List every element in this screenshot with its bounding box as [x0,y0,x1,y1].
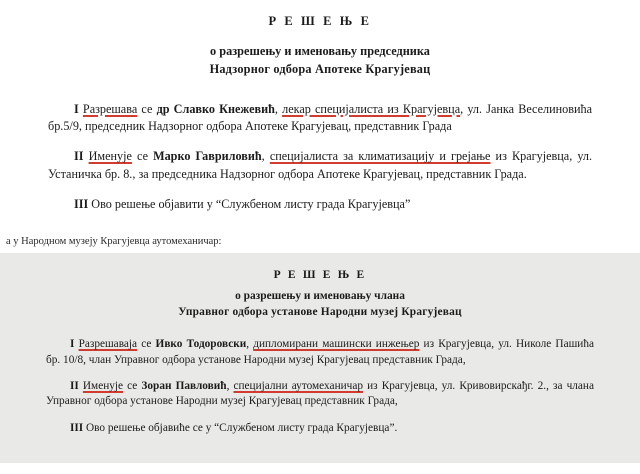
body-text: , [261,149,270,164]
paragraph [48,101,592,136]
paragraph [46,421,594,436]
body-text: се [137,338,156,351]
highlighted-text: Именује [88,149,132,164]
paragraph [46,379,594,410]
highlighted-text: Разрешаваја [78,338,138,351]
paragraph-numeral: III [74,196,92,211]
document2-subtitle-line2: Управног одбора установе Народни музеј Крагујевац [178,306,462,319]
body-text: , [226,379,234,392]
body-text: “Службеном листу града Крагујевца”. [214,421,398,434]
body-text: се [137,101,157,116]
paragraph [48,196,592,213]
body-text: се [123,379,142,392]
body-text: Ово решење објавити у [91,196,216,211]
person-name: др Славко Кнежевић [156,101,275,116]
body-text: Ово решење објавиће се у [86,421,215,434]
body-text: , ул. Јанка Веселиновића бр.5/9, председник Надзорног одбора Апотеке Крагујевац, представник Града [48,101,593,133]
paragraph-numeral: II [74,149,89,164]
document1-subtitle-line2: Надзорног одбора Апотеке Крагујевац [209,61,431,76]
body-text: из Крагујевца, ул. Николе Пашића бр. 10/8, члан Управног одбора установе Народни музеј Крагујевац представник Града, [46,338,594,366]
document2-subtitle-line1: о разрешењу и именовању члана [235,290,405,303]
document2-body [46,337,594,436]
person-name: Зоран Павловић [141,379,227,392]
document1-title: Р Е Ш Е Њ Е [268,14,372,28]
person-name: Марко Гавриловић [153,149,262,164]
body-text: из Крагујевца, ул. Устаничка бр. 8., за председника Надзорног одбора Апотеке Крагујевац, представник Града. [48,149,593,181]
paragraph [46,337,594,368]
resolution-document-1 [0,0,640,213]
document2-title: Р Е Ш Е Њ Е [273,269,367,282]
document1-subtitle-line1: о разрешењу и именовању председника [210,44,430,58]
paragraph-numeral: I [74,101,83,116]
highlighted-text: Именује [82,379,124,392]
body-text: , [246,338,254,351]
document1-body [48,101,592,214]
highlighted-text: лекар специјалиста из Крагујевца [282,101,461,116]
paragraph [48,148,592,183]
highlighted-text: дипломирани машински инжењер [253,338,420,351]
scan-note-text: а у Народном музеју Крагујевца аутомеханичар: [6,236,222,248]
highlighted-text: специјални аутомеханичар [233,379,363,392]
highlighted-text: специјалиста за климатизацију и грејање [269,149,491,164]
paragraph-numeral: II [70,379,83,392]
person-name: Ивко Тодоровски [155,338,247,351]
body-text: “Службеном листу града Крагујевца” [215,196,411,211]
document1-subtitle [48,43,592,79]
paragraph-numeral: I [70,338,79,351]
body-text: се [131,149,154,164]
paragraph-numeral: III [70,421,87,434]
highlighted-text: Разрешава [82,101,138,116]
body-text: из Крагујевца, ул. Кривовирскађг. 2., за члана Управног одбора установе Народни музеј Крагујевац представник Града, [46,379,594,408]
document2-subtitle [46,289,594,321]
body-text: , [274,101,283,116]
resolution-document-2 [0,253,640,463]
